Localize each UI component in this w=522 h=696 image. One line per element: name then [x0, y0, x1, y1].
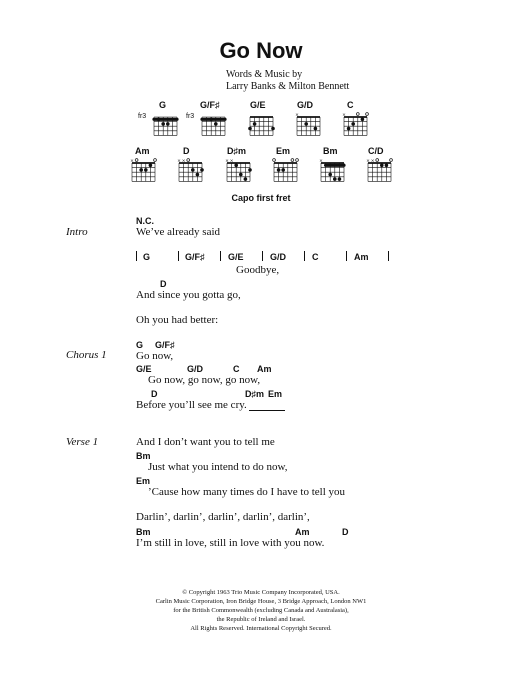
- chord-d: D: [151, 389, 158, 399]
- diagram-name-c-d: C/D: [368, 146, 384, 156]
- finger-dot: [271, 127, 275, 131]
- diagram-name-c: C: [347, 100, 354, 110]
- muted-string-marker: ×: [177, 159, 181, 164]
- open-string-marker: [291, 159, 294, 162]
- copyright-line-2: Carlin Music Corporation, Iron Bridge House, 3 Bridge Approach, London NW1: [155, 598, 367, 605]
- bar-line: [178, 251, 179, 261]
- bar-chord-c: C: [312, 252, 319, 262]
- chord-bm: Bm: [136, 527, 151, 537]
- chord-am: Am: [257, 364, 272, 374]
- muted-string-marker: ×: [366, 159, 370, 164]
- barre-mark: [152, 118, 178, 121]
- diagram-name-dsharp-m: D♯m: [227, 146, 247, 156]
- finger-dot: [361, 118, 365, 122]
- lyric-intro-4: Oh you had better:: [136, 314, 219, 326]
- chord-g-fsharp: G/F♯: [155, 340, 175, 350]
- diagram-name-g-fsharp: G/F♯: [200, 100, 220, 110]
- open-string-marker: [273, 159, 276, 162]
- chord-g-e: G/E: [136, 364, 152, 374]
- finger-dot: [304, 122, 308, 126]
- muted-string-marker: ×: [370, 159, 375, 164]
- bar-line: [346, 251, 347, 261]
- bar-chord-g: G: [143, 252, 151, 262]
- finger-dot: [209, 118, 213, 122]
- finger-dot: [144, 168, 148, 172]
- finger-dot: [244, 177, 248, 181]
- chord-diagram-g-e: [248, 111, 278, 135]
- bar-chord-g-d: G/D: [270, 252, 287, 262]
- muted-string-marker: ×: [225, 159, 229, 164]
- finger-dot: [161, 122, 165, 126]
- chord-bm: Bm: [136, 451, 151, 461]
- chord-diagram-c: [342, 111, 372, 135]
- chord-diagram-bm: [319, 157, 349, 183]
- diagram-name-am: Am: [135, 146, 150, 156]
- bar-line: [136, 251, 137, 261]
- chord-diagram-em: [272, 157, 302, 183]
- lyric-chorus-2: Go now, go now, go now,: [148, 374, 261, 386]
- finger-dot: [234, 164, 238, 168]
- open-string-marker: [390, 159, 393, 162]
- bar-chord-am: Am: [354, 252, 369, 262]
- finger-dot: [277, 168, 281, 172]
- finger-dot: [248, 127, 252, 131]
- copyright-notice: [0, 588, 522, 633]
- credits-line-2: Larry Banks & Milton Bennett: [226, 81, 350, 92]
- copyright-line-4: the Republic of Ireland and Israel.: [216, 616, 306, 623]
- finger-dot: [281, 168, 285, 172]
- bar-line: [388, 251, 389, 261]
- finger-dot: [214, 122, 218, 126]
- chord-am: Am: [295, 527, 310, 537]
- chord-em: Em: [136, 476, 151, 486]
- finger-dot: [333, 177, 337, 181]
- muted-string-marker: ×: [342, 113, 346, 118]
- chord-diagram-dsharp-m: [225, 157, 255, 183]
- capo-note: Capo first fret: [231, 193, 291, 203]
- chord-d: D: [160, 279, 167, 289]
- chord-nc: N.C.: [136, 216, 154, 226]
- open-string-marker: [366, 113, 369, 116]
- section-label-chorus-1: Chorus 1: [66, 349, 107, 361]
- finger-dot: [347, 127, 351, 131]
- copyright-line-5: All Rights Reserved. International Copyright Secured.: [190, 625, 332, 632]
- lyric-verse-2: Just what you intend to do now,: [148, 461, 288, 473]
- copyright-line-3: for the British Commonwealth (excluding Canada and Australasia),: [173, 607, 349, 614]
- diagram-name-g: G: [159, 100, 167, 110]
- bar-line: [262, 251, 263, 261]
- open-string-marker: [376, 159, 379, 162]
- lyric-verse-1: And I don’t want you to tell me: [136, 436, 275, 448]
- muted-string-marker: ×: [229, 159, 234, 164]
- diagram-name-g-e: G/E: [250, 100, 266, 110]
- lyric-verse-3: ’Cause how many times do I have to tell you: [148, 486, 346, 498]
- muted-string-marker: ×: [319, 159, 323, 164]
- lyric-intro-1: We’ve already said: [136, 226, 221, 238]
- finger-dot: [338, 177, 342, 181]
- finger-dot: [166, 122, 170, 126]
- chord-diagram-g-d: [295, 111, 325, 135]
- lyric-intro-3: And since you gotta go,: [136, 289, 241, 301]
- copyright-line-1: © Copyright 1963 Trio Music Company Incorporated, USA.: [182, 589, 340, 596]
- chord-g: G: [136, 340, 144, 350]
- finger-dot: [139, 168, 143, 172]
- bar-line: [304, 251, 305, 261]
- finger-dot: [196, 173, 200, 177]
- credits-line-1: Words & Music by: [226, 69, 303, 80]
- bar-line: [220, 251, 221, 261]
- open-string-marker: [187, 159, 190, 162]
- chord-g-d: G/D: [187, 364, 204, 374]
- chord-em: Em: [268, 389, 283, 399]
- muted-string-marker: ×: [130, 159, 134, 164]
- open-string-marker: [135, 159, 138, 162]
- finger-dot: [149, 164, 153, 168]
- muted-string-marker: ×: [181, 159, 186, 164]
- finger-dot: [157, 118, 161, 122]
- section-label-intro: Intro: [66, 226, 88, 238]
- finger-dot: [380, 164, 384, 168]
- fret-label-g-fsharp: fr3: [186, 113, 195, 120]
- barre-mark: [200, 118, 226, 121]
- chord-dsharp-m: D♯m: [245, 389, 265, 399]
- chord-diagram-g: [152, 111, 182, 135]
- open-string-marker: [296, 159, 299, 162]
- diagram-name-d: D: [183, 146, 190, 156]
- finger-dot: [248, 168, 252, 172]
- chord-diagram-c-d: [366, 157, 396, 183]
- bar-chord-g-fsharp: G/F♯: [185, 252, 205, 262]
- credits: [226, 69, 349, 93]
- finger-dot: [191, 168, 195, 172]
- chord-diagram-am: [130, 157, 160, 183]
- diagram-name-bm: Bm: [323, 146, 338, 156]
- section-label-verse-1: Verse 1: [66, 436, 99, 448]
- finger-dot: [239, 173, 243, 177]
- song-title: Go Now: [219, 38, 303, 63]
- lyric-chorus-3: Before you’ll see me cry.: [136, 399, 247, 411]
- muted-string-marker: ×: [295, 113, 299, 118]
- lyric-verse-5: I’m still in love, still in love with you now.: [136, 537, 325, 549]
- finger-dot: [351, 122, 355, 126]
- lyric-chorus-1: Go now,: [136, 350, 174, 362]
- finger-dot: [314, 127, 318, 131]
- finger-dot: [253, 122, 257, 126]
- lyric-intro-2: Goodbye,: [236, 264, 280, 276]
- barre-mark: [324, 164, 346, 167]
- chord-diagram-g-fsharp: [200, 111, 230, 135]
- open-string-marker: [356, 113, 359, 116]
- chord-d: D: [342, 527, 349, 537]
- finger-dot: [328, 173, 332, 177]
- diagram-name-em: Em: [276, 146, 291, 156]
- lyric-verse-4: Darlin’, darlin’, darlin’, darlin’, darlin’,: [136, 511, 310, 523]
- diagram-name-g-d: G/D: [297, 100, 314, 110]
- bar-chord-g-e: G/E: [228, 252, 244, 262]
- extension-line: [249, 410, 285, 411]
- open-string-marker: [154, 159, 157, 162]
- finger-dot: [385, 164, 389, 168]
- finger-dot: [200, 168, 204, 172]
- fret-label-g: fr3: [138, 113, 147, 120]
- chord-diagram-d: [177, 157, 207, 183]
- chord-c: C: [233, 364, 240, 374]
